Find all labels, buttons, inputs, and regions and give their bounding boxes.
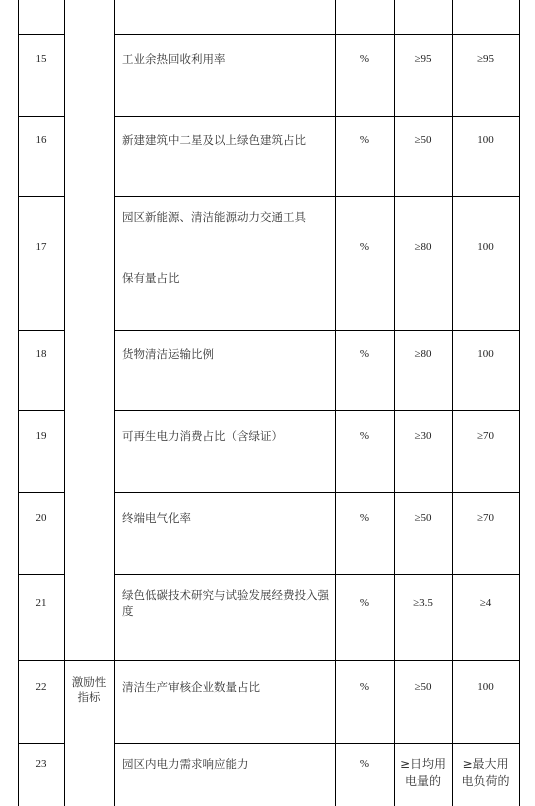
row-divider (18, 330, 64, 331)
row-divider (114, 492, 520, 493)
target-value-2: ≥70 (476, 512, 495, 524)
target-value-1-line2: 电量的 (404, 774, 441, 788)
indicator-name: 货物清洁运输比例 (122, 347, 214, 361)
indicator-name: 可再生电力消费占比（含绿证） (122, 429, 283, 443)
target-value-2: ≥95 (476, 53, 495, 65)
unit: % (359, 348, 370, 360)
row-number: 16 (35, 134, 47, 146)
row-number: 20 (35, 512, 47, 524)
row-divider (114, 196, 520, 197)
row-divider (114, 116, 520, 117)
target-value-2-line2: 电负荷的 (461, 774, 510, 788)
unit: % (359, 134, 370, 146)
category-label-line1: 激励性 (71, 675, 107, 689)
target-value-2: ≥70 (476, 430, 495, 442)
row-divider (18, 116, 64, 117)
row-divider (114, 743, 520, 744)
unit: % (359, 53, 370, 65)
indicator-name: 园区内电力需求响应能力 (122, 757, 249, 771)
row-divider (18, 410, 64, 411)
target-value-1: ≥50 (414, 134, 432, 146)
row-number: 21 (35, 597, 47, 609)
target-value-1: ≥95 (414, 53, 432, 65)
row-divider (18, 660, 520, 661)
row-divider (18, 743, 64, 744)
row-number: 17 (35, 241, 47, 253)
target-value-1-line1: ≥日均用 (399, 757, 447, 771)
indicator-name-line1: 绿色低碳技术研究与试验发展经费投入强 (122, 588, 329, 602)
target-value-1: ≥50 (414, 681, 432, 693)
row-divider (114, 574, 520, 575)
unit: % (359, 758, 370, 770)
row-divider (18, 34, 64, 35)
indicator-name: 终端电气化率 (122, 511, 191, 525)
target-value-1: ≥50 (414, 512, 432, 524)
row-divider (18, 196, 64, 197)
target-value-1: ≥3.5 (413, 597, 433, 609)
target-value-2: ≥4 (479, 597, 492, 609)
target-value-2: 100 (477, 241, 494, 253)
category-label-line2: 指标 (77, 690, 101, 704)
target-value-1: ≥80 (414, 241, 432, 253)
indicator-name-line2: 保有量占比 (122, 271, 180, 285)
indicator-name: 清洁生产审核企业数量占比 (122, 680, 260, 694)
unit: % (359, 512, 370, 524)
row-number: 18 (35, 348, 47, 360)
row-divider (114, 330, 520, 331)
row-number: 15 (35, 53, 47, 65)
row-divider (18, 492, 64, 493)
unit: % (359, 430, 370, 442)
row-number: 22 (35, 681, 47, 693)
table-border-right (519, 0, 520, 806)
target-value-2: 100 (477, 134, 494, 146)
unit: % (359, 681, 370, 693)
row-divider (114, 34, 520, 35)
target-value-2: 100 (477, 681, 494, 693)
unit: % (359, 597, 370, 609)
target-value-1: ≥30 (414, 430, 432, 442)
column-divider (114, 0, 115, 806)
row-number: 19 (35, 430, 47, 442)
target-value-1: ≥80 (414, 348, 432, 360)
indicator-name: 新建建筑中二星及以上绿色建筑占比 (122, 133, 306, 147)
indicator-name-line2: 度 (122, 604, 134, 618)
row-number: 23 (35, 758, 47, 770)
target-value-2-line1: ≥最大用 (462, 757, 509, 771)
row-divider (114, 410, 520, 411)
target-value-2: 100 (477, 348, 494, 360)
indicator-name-line1: 园区新能源、清洁能源动力交通工具 (122, 210, 306, 224)
unit: % (359, 241, 370, 253)
row-divider (18, 574, 64, 575)
indicator-name: 工业余热回收利用率 (122, 52, 226, 66)
